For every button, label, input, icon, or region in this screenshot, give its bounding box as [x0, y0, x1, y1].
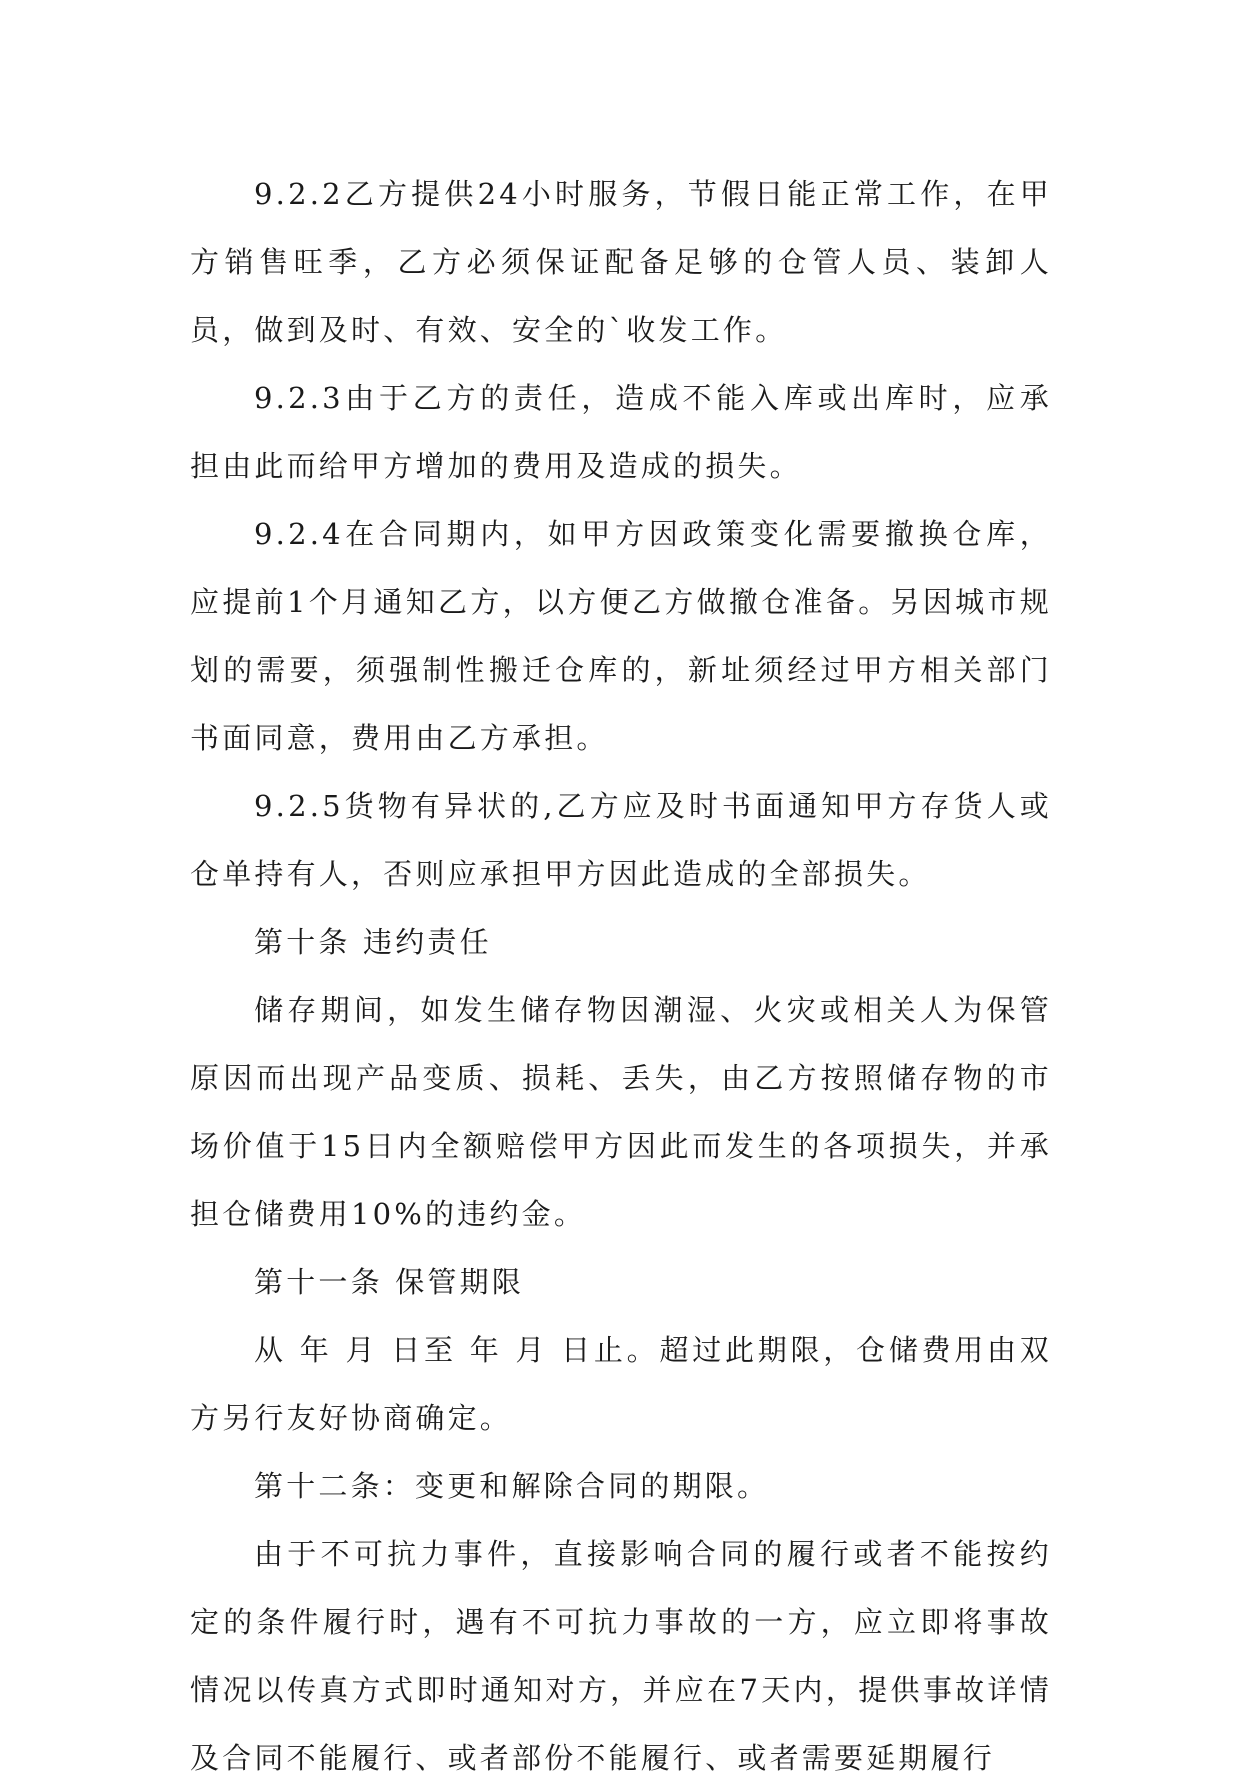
- clause-9-2-4: 9.2.4在合同期内，如甲方因政策变化需要撤换仓库，应提前1个月通知乙方，以方便乙方做撤仓准备。另因城市规划的需要，须强制性搬迁仓库的，新址须经过甲方相关部门书面同意，费用由乙方承担。: [190, 517, 1052, 755]
- article-10-body: 储存期间，如发生储存物因潮湿、火灾或相关人为保管原因而出现产品变质、损耗、丢失，由乙方按照储存物的市场价值于15日内全额赔偿甲方因此而发生的各项损失，并承担仓储费用10%的违约金。: [190, 993, 1052, 1231]
- article-12-heading: 第十二条：变更和解除合同的期限。: [254, 1469, 770, 1503]
- article-11-heading: 第十一条 保管期限: [254, 1265, 525, 1299]
- clause-9-2-3: 9.2.3由于乙方的责任，造成不能入库或出库时，应承担由此而给甲方增加的费用及造成的损失。: [190, 381, 1052, 483]
- article-11-body: 从 年 月 日至 年 月 日止。超过此期限，仓储费用由双方另行友好协商确定。: [190, 1333, 1052, 1435]
- clause-9-2-5: 9.2.5货物有异状的,乙方应及时书面通知甲方存货人或仓单持有人，否则应承担甲方因此造成的全部损失。: [190, 789, 1052, 891]
- article-12-body: 由于不可抗力事件，直接影响合同的履行或者不能按约定的条件履行时，遇有不可抗力事故的一方，应立即将事故情况以传真方式即时通知对方，并应在7天内，提供事故详情及合同不能履行、或者部份不能履行、或者需要延期履行: [190, 1537, 1052, 1775]
- clause-9-2-2: 9.2.2乙方提供24小时服务，节假日能正常工作，在甲方销售旺季，乙方必须保证配备足够的仓管人员、装卸人员，做到及时、有效、安全的`收发工作。: [190, 177, 1052, 347]
- document-body: [190, 160, 1052, 1792]
- article-10-heading: 第十条 违约责任: [254, 925, 492, 959]
